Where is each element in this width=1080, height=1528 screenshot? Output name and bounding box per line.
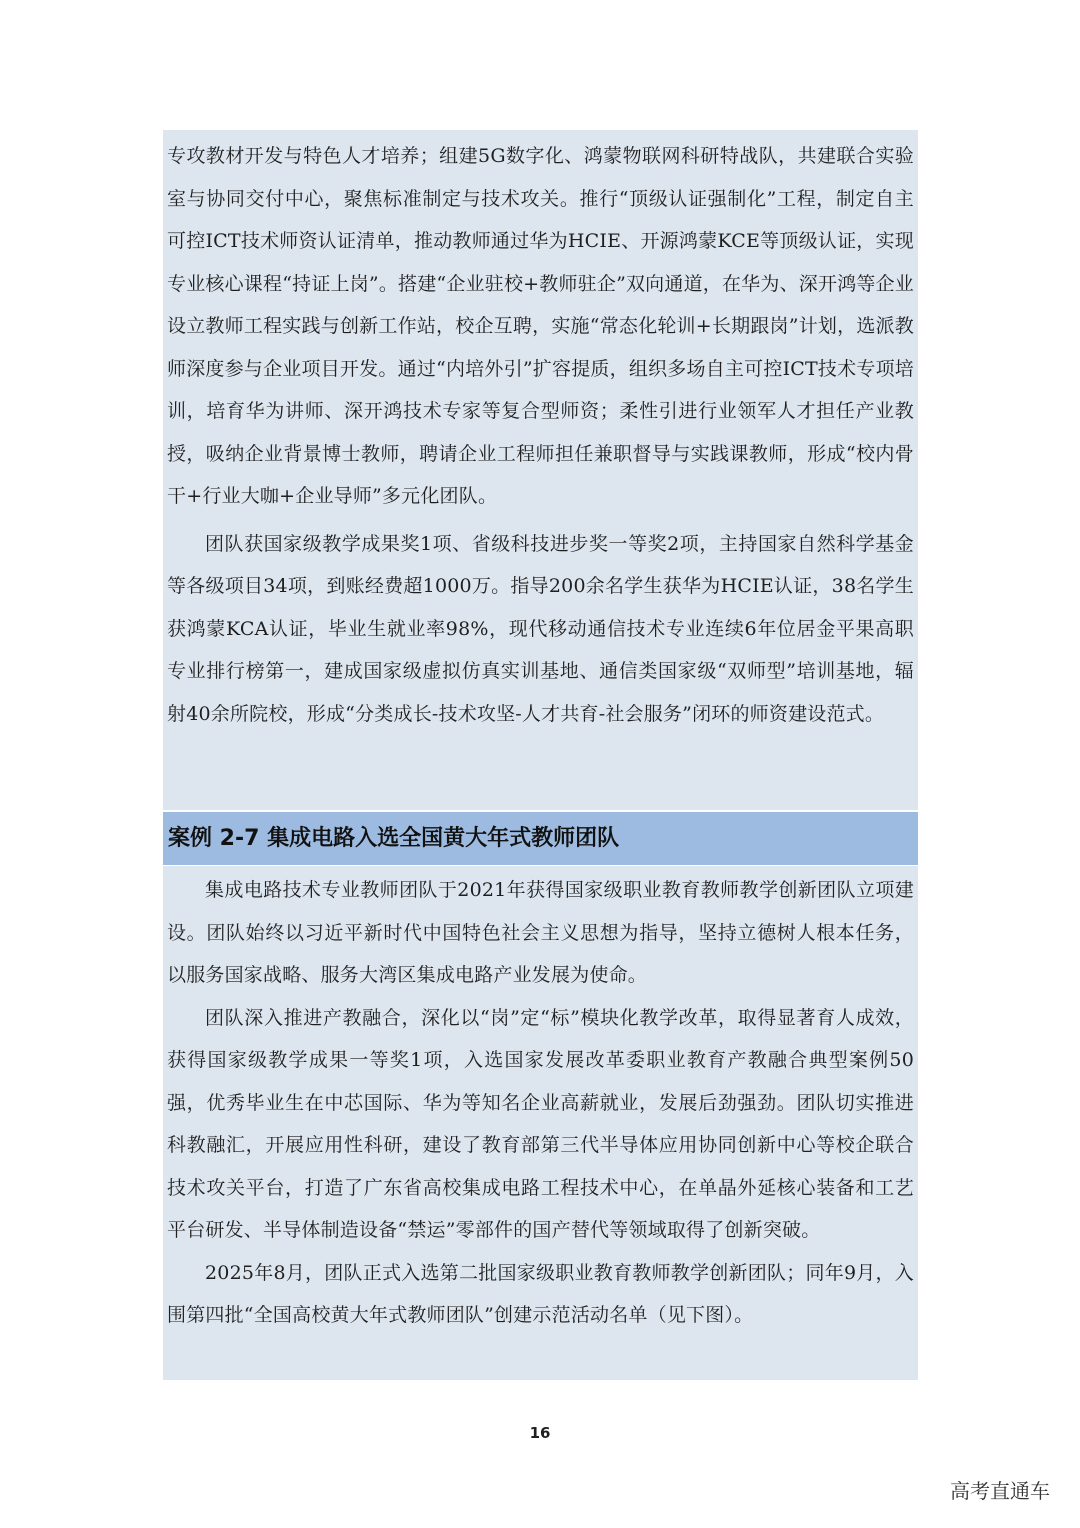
- content-block-1: [163, 130, 918, 810]
- paragraph-team-achievements: 团队获国家级教学成果奖1项、省级科技进步奖一等奖2项，主持国家自然科学基金等各级项目34项，到账经费超1000万。指导200余名学生获华为HCIE认证，38名学生获鸿蒙KCA认证，毕业生就业率98%，现代移动通信技术专业连续6年位居金平果高职专业排行榜第一，建成国家级虚拟仿真实训基地、通信类国家级“双师型”培训基地，辐射40余所院校，形成“分类成长-技术攻坚-人才共育-社会服务”闭环的师资建设范式。: [167, 532, 914, 725]
- page-number: 16: [529, 1424, 551, 1442]
- paragraph-ic-team-selection: 2025年8月，团队正式入选第二批国家级职业教育教师教学创新团队；同年9月，入围第四批“全国高校黄大年式教师团队”创建示范活动名单（见下图）。: [167, 1261, 914, 1326]
- paragraph-ic-team-results: 团队深入推进产教融合，深化以“岗”定“标”模块化教学改革，取得显著育人成效，获得国家级教学成果一等奖1项，入选国家发展改革委职业教育产教融合典型案例50强，优秀毕业生在中芯国际、华为等知名企业高薪就业，发展后劲强劲。团队切实推进科教融汇，开展应用性科研，建设了教育部第三代半导体应用协同创新中心等校企联合技术攻关平台，打造了广东省高校集成电路工程技术中心，在单晶外延核心装备和工艺平台研发、半导体制造设备“禁运”零部件的国产替代等领域取得了创新突破。: [167, 1006, 914, 1241]
- content-block-2: [163, 866, 918, 1380]
- paragraph-ic-team-intro: 集成电路技术专业教师团队于2021年获得国家级职业教育教师教学创新团队立项建设。团队始终以习近平新时代中国特色社会主义思想为指导，坚持立德树人根本任务，以服务国家战略、服务大湾区集成电路产业发展为使命。: [167, 879, 914, 986]
- paragraph-team-building: 专攻教材开发与特色人才培养；组建5G数字化、鸿蒙物联网科研特战队，共建联合实验室与协同交付中心，聚焦标准制定与技术攻关。推行“顶级认证强制化”工程，制定自主可控ICT技术师资认证清单，推动教师通过华为HCIE、开源鸿蒙KCE等顶级认证，实现专业核心课程“持证上岗”。搭建“企业驻校+教师驻企”双向通道，在华为、深开鸿等企业设立教师工程实践与创新工作站，校企互聘，实施“常态化轮训+长期跟岗”计划，选派教师深度参与企业项目开发。通过“内培外引”扩容提质，组织多场自主可控ICT技术专项培训，培育华为讲师、深开鸿技术专家等复合型师资；柔性引进行业领军人才担任产业教授，吸纳企业背景博士教师，聘请企业工程师担任兼职督导与实践课教师，形成“校内骨干+行业大咖+企业导师”多元化团队。: [167, 145, 914, 507]
- watermark-text: 高考直通车: [950, 1479, 1050, 1503]
- case-heading: 案例 2-7 集成电路入选全国黄大年式教师团队: [163, 812, 918, 865]
